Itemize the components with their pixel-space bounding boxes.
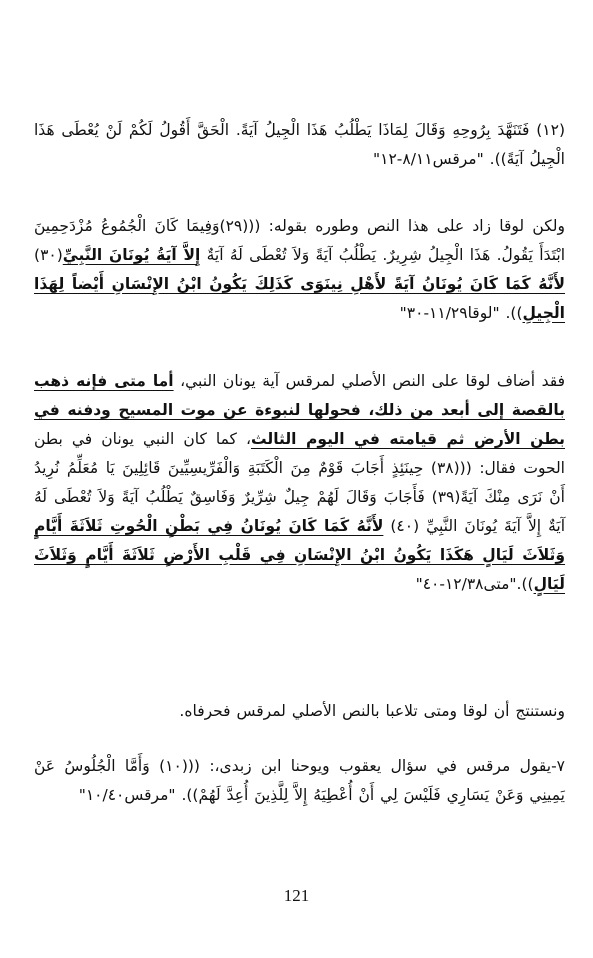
paragraph-matthew-addition: [34, 367, 565, 599]
paragraph-luke-addition: [34, 212, 565, 328]
paragraph-conclusion: [34, 697, 565, 726]
emphasized-text: أما متى فإنه ذهب بالقصة إلى أبعد من ذلك، فحولها لنبوءة عن موت المسيح ودفنه في بطن الأرض ثم قيامته في اليوم الثالث: [34, 371, 565, 448]
text-segment: ونستنتج أن لوقا ومتى تلاعبا بالنص الأصلي لمرقس فحرفاه.: [179, 701, 565, 720]
text-segment: ))."متى١٢/٣٨-٤٠": [415, 574, 534, 593]
text-segment: ولكن لوقا زاد على هذا النص وطوره بقوله: (((٢٩)وَفِيمَا كَانَ الْجُمُوعُ مُزْدَحِمِينَ ابْتَدَأَ يَقُولُ. هَذَا الْجِيلُ شِرِيرٌ. يَطْلُبُ آيَةً وَلاَ تُعْطَى لَهُ آيَةٌ: [34, 216, 566, 264]
text-segment: (٣٠): [34, 245, 63, 264]
text-segment: (١٢) فَتَنَهَّدَ بِرُوحِهِ وَقَالَ لِمَاذَا يَطْلُبُ هَذَا الْجِيلُ آيَةً. الْحَقَّ أَقُولُ لَكُمْ لَنْ يُعْطَى هَذَا الْجِيلُ آيَةً)). "مرقس٨/١١-١٢": [34, 120, 565, 168]
page-number: 121: [283, 886, 310, 905]
text-segment: فقد أضاف لوقا على النص الأصلي لمرقس آية يونان النبي،: [173, 371, 565, 390]
text-segment: ٧-يقول مرقس في سؤال يعقوب ويوحنا ابن زبدى،: (((١٠) وَأَمَّا الْجُلُوسُ عَنْ يَمِينِي وَعَنْ يَسَارِي فَلَيْسَ لِي أَنْ أُعْطِيَهُ إِلاَّ لِلَّذِينَ أُعِدَّ لَهُمْ)). "مرقس١٠/٤٠": [34, 756, 565, 804]
text-segment: )). "لوقا١١/٢٩-٣٠": [399, 303, 523, 322]
emphasized-text: لأَنَّهُ كَمَا كَانَ يُونَانُ فِي بَطْنِ الْحُوتِ ثَلاَثَةَ أَيَّامٍ وَثَلاَثَ لَيَالٍ هَكَذَا يَكُونُ ابْنُ الإِنْسَانِ فِي قَلْبِ الأَرْضِ ثَلاَثَةَ أَيَّامٍ وَثَلاَثَ لَيَالٍ: [34, 516, 565, 593]
paragraph-mark-quote: [34, 116, 565, 174]
emphasized-text: إِلاَّ آيَةُ يُونَانَ النَّبِيِّ: [62, 245, 201, 264]
paragraph-point-seven: [34, 752, 565, 810]
text-segment: ، كما كان النبي يونان في بطن الحوت فقال: (((٣٨) حِينَئِذٍ أَجَابَ قَوْمٌ مِنَ الْكَتَبَةِ وَالْفَرِّيسِيِّينَ قَائِلِينَ يَا مُعَلِّمُ نُرِيدُ أَنْ نَرَى مِنْكَ آيَةً(٣٩) فَأَجَابَ وَقَالَ لَهُمْ جِيلٌ شِرِّيرٌ وَفَاسِقٌ يَطْلُبُ آيَةً وَلاَ تُعْطَى لَهُ آيَةٌ إِلاَّ آيَةَ يُونَانَ النَّبِيِّ (٤٠): [34, 429, 566, 535]
emphasized-text: لأَنَّهُ كَمَا كَانَ يُونَانُ آيَةً لأَهْلِ نِينَوَى كَذَلِكَ يَكُونُ ابْنُ الإِنْسَانِ أَيْضاً لِهَذَا الْجِيلِ: [34, 274, 565, 322]
